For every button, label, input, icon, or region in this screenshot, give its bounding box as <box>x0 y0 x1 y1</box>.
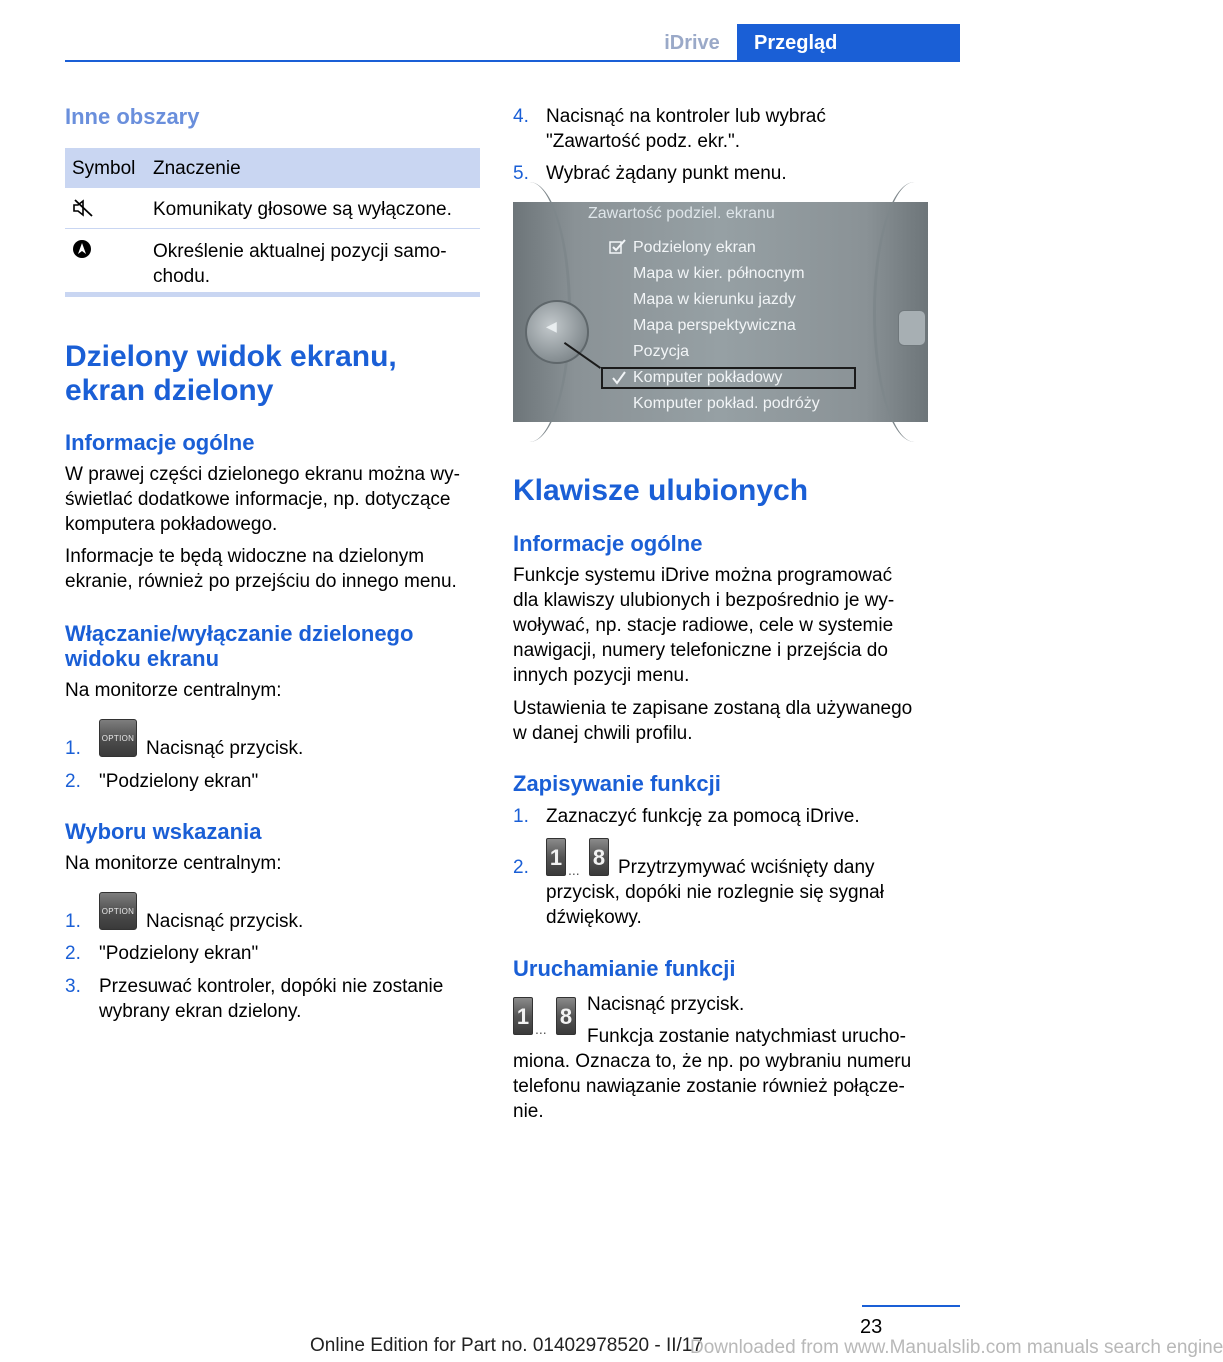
list-item: Zaznaczyć funkcję za pomocą iDrive. <box>546 806 860 827</box>
other-areas-heading: Inne obszary <box>65 104 200 129</box>
split-screen-menu-screenshot <box>513 202 928 422</box>
paragraph-line: świetlać dodatkowe informacje, np. dotyczące <box>65 489 451 510</box>
header-chapter-tab: Przegląd <box>737 24 960 62</box>
list-item: Nacisnąć przycisk. <box>146 911 304 932</box>
paragraph-line: nawigacji, numery telefoniczne i przejścia do <box>513 640 888 661</box>
paragraph-line: nie. <box>513 1101 544 1122</box>
paragraph-line: komputera pokładowego. <box>65 514 278 535</box>
page-number: 23 <box>860 1316 883 1338</box>
paragraph-line: telefonu nawiązanie zostanie również połącze- <box>513 1076 905 1097</box>
favorite-key-8-icon: 8 <box>556 997 576 1035</box>
list-item: Wybrać żądany punkt menu. <box>546 163 787 184</box>
position-icon <box>72 239 92 259</box>
favorite-key-1-icon: 1 <box>513 997 533 1035</box>
favorite-keys-heading: Klawisze ulubionych <box>513 474 809 507</box>
list-item: "Zawartość podz. ekr.". <box>546 131 741 152</box>
screen-menu-item: Komputer pokład. podróży <box>633 395 820 412</box>
paragraph-line: miona. Oznacza to, że np. po wybraniu numeru <box>513 1051 912 1072</box>
paragraph-line: w danej chwili profilu. <box>513 723 693 744</box>
watermark: Downloaded from www.Manualslib.com manuals search engine <box>690 1337 1223 1358</box>
table-col-meaning: Znaczenie <box>153 158 241 179</box>
table-bottom-rule <box>65 292 480 297</box>
select-view-heading: Wyboru wskazania <box>65 819 262 844</box>
toggle-split-heading: widoku ekranu <box>65 646 220 671</box>
table-row-text: Komunikaty głosowe są wyłączone. <box>153 199 452 220</box>
screen-menu-item: Mapa perspektywiczna <box>633 317 796 334</box>
list-item: "Podzielony ekran" <box>99 771 259 792</box>
option-button-icon: OPTION <box>99 719 137 757</box>
toggle-split-heading: Włączanie/wyłączanie dzielonego <box>65 621 414 646</box>
paragraph-line: Informacje te będą widoczne na dzielonym <box>65 546 425 567</box>
list-number: 5. <box>513 163 529 184</box>
left-arrow-icon: ◀ <box>546 318 557 334</box>
paragraph-line: W prawej części dzielonego ekranu można wy- <box>65 464 460 485</box>
option-button-icon: OPTION <box>99 892 137 930</box>
paragraph-line: ekranie, również po przejściu do innego menu. <box>65 571 457 592</box>
list-item: "Podzielony ekran" <box>99 943 259 964</box>
list-number: 1. <box>65 738 81 759</box>
favorite-key-8-icon: 8 <box>589 838 609 876</box>
favorite-key-1-icon: 1 <box>546 838 566 876</box>
list-number: 2. <box>65 771 81 792</box>
screen-menu-item: Podzielony ekran <box>633 239 756 256</box>
footer-rule <box>862 1305 960 1307</box>
paragraph-line: Na monitorze centralnym: <box>65 853 282 874</box>
paragraph-line: Nacisnąć przycisk. <box>587 994 745 1015</box>
paragraph-line: innych pozycji menu. <box>513 665 690 686</box>
list-number: 4. <box>513 106 529 127</box>
list-number: 3. <box>65 976 81 997</box>
paragraph-line: Ustawienia te zapisane zostaną dla używanego <box>513 698 913 719</box>
general-info-heading: Informacje ogólne <box>513 531 703 556</box>
list-item: Nacisnąć przycisk. <box>146 738 304 759</box>
edition-note: Online Edition for Part no. 01402978520 - II/17 <box>310 1335 703 1356</box>
table-row-text: chodu. <box>153 266 211 287</box>
checkbox-checked-icon <box>609 238 627 256</box>
paragraph-line: woływać, np. stacje radiowe, cele w systemie <box>513 615 894 636</box>
split-screen-heading: ekran dzielony <box>65 374 274 407</box>
table-row-divider <box>65 228 480 229</box>
list-item: przycisk, dopóki nie rozlegnie się sygnał <box>546 882 884 903</box>
list-item: wybrany ekran dzielony. <box>99 1001 302 1022</box>
paragraph-line: Funkcja zostanie natychmiast urucho- <box>587 1026 906 1047</box>
paragraph-line: dla klawiszy ulubionych i bezpośrednio je wy- <box>513 590 895 611</box>
screen-menu-item: Pozycja <box>633 343 690 360</box>
screen-menu-item: Mapa w kier. północnym <box>633 265 805 282</box>
list-number: 2. <box>65 943 81 964</box>
list-item: dźwiękowy. <box>546 907 642 928</box>
list-item: Przytrzymywać wciśnięty dany <box>618 857 875 878</box>
paragraph-line: Funkcje systemu iDrive można programować <box>513 565 893 586</box>
ellipsis-glyph: ... <box>568 862 580 878</box>
split-screen-tab-icon <box>898 310 926 346</box>
header-rule <box>65 60 960 62</box>
save-function-heading: Zapisywanie funkcji <box>513 771 721 796</box>
split-screen-heading: Dzielony widok ekranu, <box>65 340 397 373</box>
screen-menu-item: Komputer pokładowy <box>633 369 783 386</box>
screen-title: Zawartość podziel. ekranu <box>588 205 775 222</box>
list-number: 1. <box>513 806 529 827</box>
list-item: Przesuwać kontroler, dopóki nie zostanie <box>99 976 444 997</box>
list-number: 2. <box>513 857 529 878</box>
ellipsis-glyph: ... <box>535 1021 547 1037</box>
list-number: 1. <box>65 911 81 932</box>
table-row-text: Określenie aktualnej pozycji samo- <box>153 241 447 262</box>
run-function-heading: Uruchamianie funkcji <box>513 956 736 981</box>
screen-menu-item: Mapa w kierunku jazdy <box>633 291 796 308</box>
table-col-symbol: Symbol <box>72 158 136 179</box>
general-info-heading: Informacje ogólne <box>65 430 255 455</box>
speaker-off-icon <box>72 198 94 218</box>
header-section-tab: iDrive <box>664 32 720 54</box>
checkmark-icon <box>611 370 627 386</box>
paragraph-line: Na monitorze centralnym: <box>65 680 282 701</box>
list-item: Nacisnąć na kontroler lub wybrać <box>546 106 826 127</box>
